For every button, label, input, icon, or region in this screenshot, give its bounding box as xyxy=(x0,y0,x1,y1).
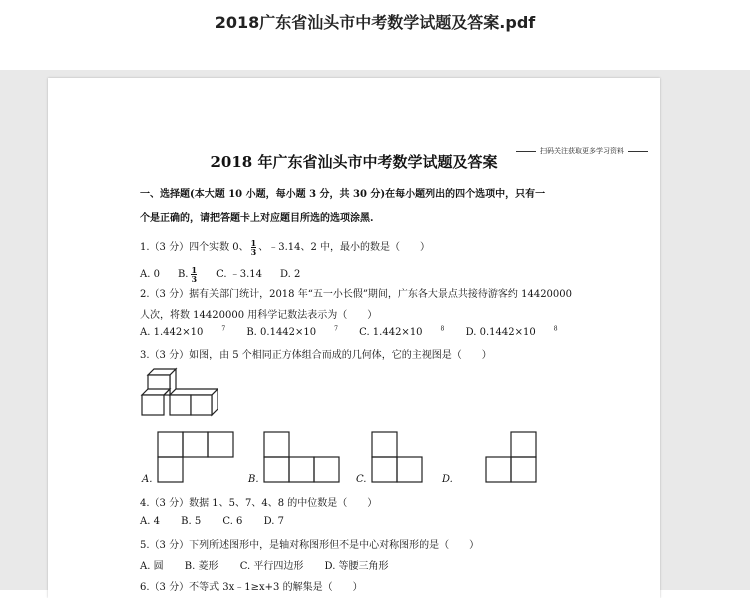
document-title: 2018 年广东省汕头市中考数学试题及答案 xyxy=(210,153,498,171)
question-3: 3.（3 分）如图，由 5 个相同正方体组合而成的几何体，它的主视图是（ ） xyxy=(140,350,492,361)
q3-label-c: C. xyxy=(356,474,367,485)
q4-option-a: A. 4 xyxy=(140,516,160,527)
question-2-line2: 人次，将数 14420000 用科学记数法表示为（ ） xyxy=(140,310,378,321)
q1-option-b: B. xyxy=(177,269,189,280)
q1-options xyxy=(140,265,318,283)
pdf-page xyxy=(48,78,660,598)
banner-text: 扫码关注获取更多学习资料 xyxy=(540,147,624,155)
q5-option-a: A. 圆 xyxy=(140,561,164,572)
q4-options xyxy=(140,516,302,527)
q3-option-d-figure xyxy=(484,430,540,486)
q2-option-d: D. 0.1442×10 $^8$ xyxy=(465,326,558,339)
q1-option-c: C. ﹣3.14 xyxy=(216,269,262,280)
q2-options xyxy=(140,326,576,338)
q5-option-d: D. 等腰三角形 xyxy=(324,561,389,572)
q5-option-b: B. 菱形 xyxy=(184,561,219,572)
q3-option-c-figure xyxy=(370,430,426,486)
q1-option-a: A. 0 xyxy=(140,269,160,280)
q3-option-a-figure xyxy=(156,430,236,486)
q1-text: 1.（3 分）四个实数 0、 xyxy=(140,242,249,253)
section-heading-line1: 一、选择题(本大题 10 小题，每小题 3 分，共 30 分)在每小题列出的四个选项中，只有一 xyxy=(140,189,546,200)
q1-text2: 、﹣3.14、2 中，最小的数是（ ） xyxy=(258,242,431,253)
title-bar xyxy=(0,0,750,70)
section-heading-line2: 个是正确的，请把答题卡上对应题目所选的选项涂黑. xyxy=(140,213,374,224)
question-1 xyxy=(140,238,430,256)
q2-option-b: B. 0.1442×10 $^7$ xyxy=(246,326,338,339)
q3-label-b: B. xyxy=(248,474,259,485)
q4-option-b: B. 5 xyxy=(181,516,202,527)
q5-options xyxy=(140,557,407,572)
q3-solid-figure xyxy=(138,365,218,423)
q3-label-a: A. xyxy=(142,474,153,485)
pdf-viewer[interactable] xyxy=(0,70,750,593)
q5-option-c: C. 平行四边形 xyxy=(239,561,304,572)
question-5: 5.（3 分）下列所述图形中，是轴对称图形但不是中心对称图形的是（ ） xyxy=(140,540,480,551)
q1-fraction: $\frac{1}{3}$ xyxy=(250,238,257,257)
q2-option-a: A. 1.442×10 $^7$ xyxy=(140,326,226,339)
q4-option-d: D. 7 xyxy=(263,516,284,527)
q4-option-c: C. 6 xyxy=(222,516,243,527)
q1-option-d: D. 2 xyxy=(279,269,301,280)
question-2-line1: 2.（3 分）据有关部门统计，2018 年“五一小长假”期间，广东各大景点共接待游客约 14420000 xyxy=(140,289,573,300)
question-6: 6.（3 分）不等式 3x﹣1≥x+3 的解集是（ ） xyxy=(140,582,363,593)
question-4: 4.（3 分）数据 1、5、7、4、8 的中位数是（ ） xyxy=(140,498,378,509)
q3-option-b-figure xyxy=(262,430,342,486)
q3-label-d: D. xyxy=(442,474,453,485)
q1-option-b-fraction: $\frac{1}{3}$ xyxy=(191,265,198,284)
q2-option-c: C. 1.442×10 $^8$ xyxy=(359,326,445,339)
file-title: 2018广东省汕头市中考数学试题及答案.pdf xyxy=(214,13,536,32)
